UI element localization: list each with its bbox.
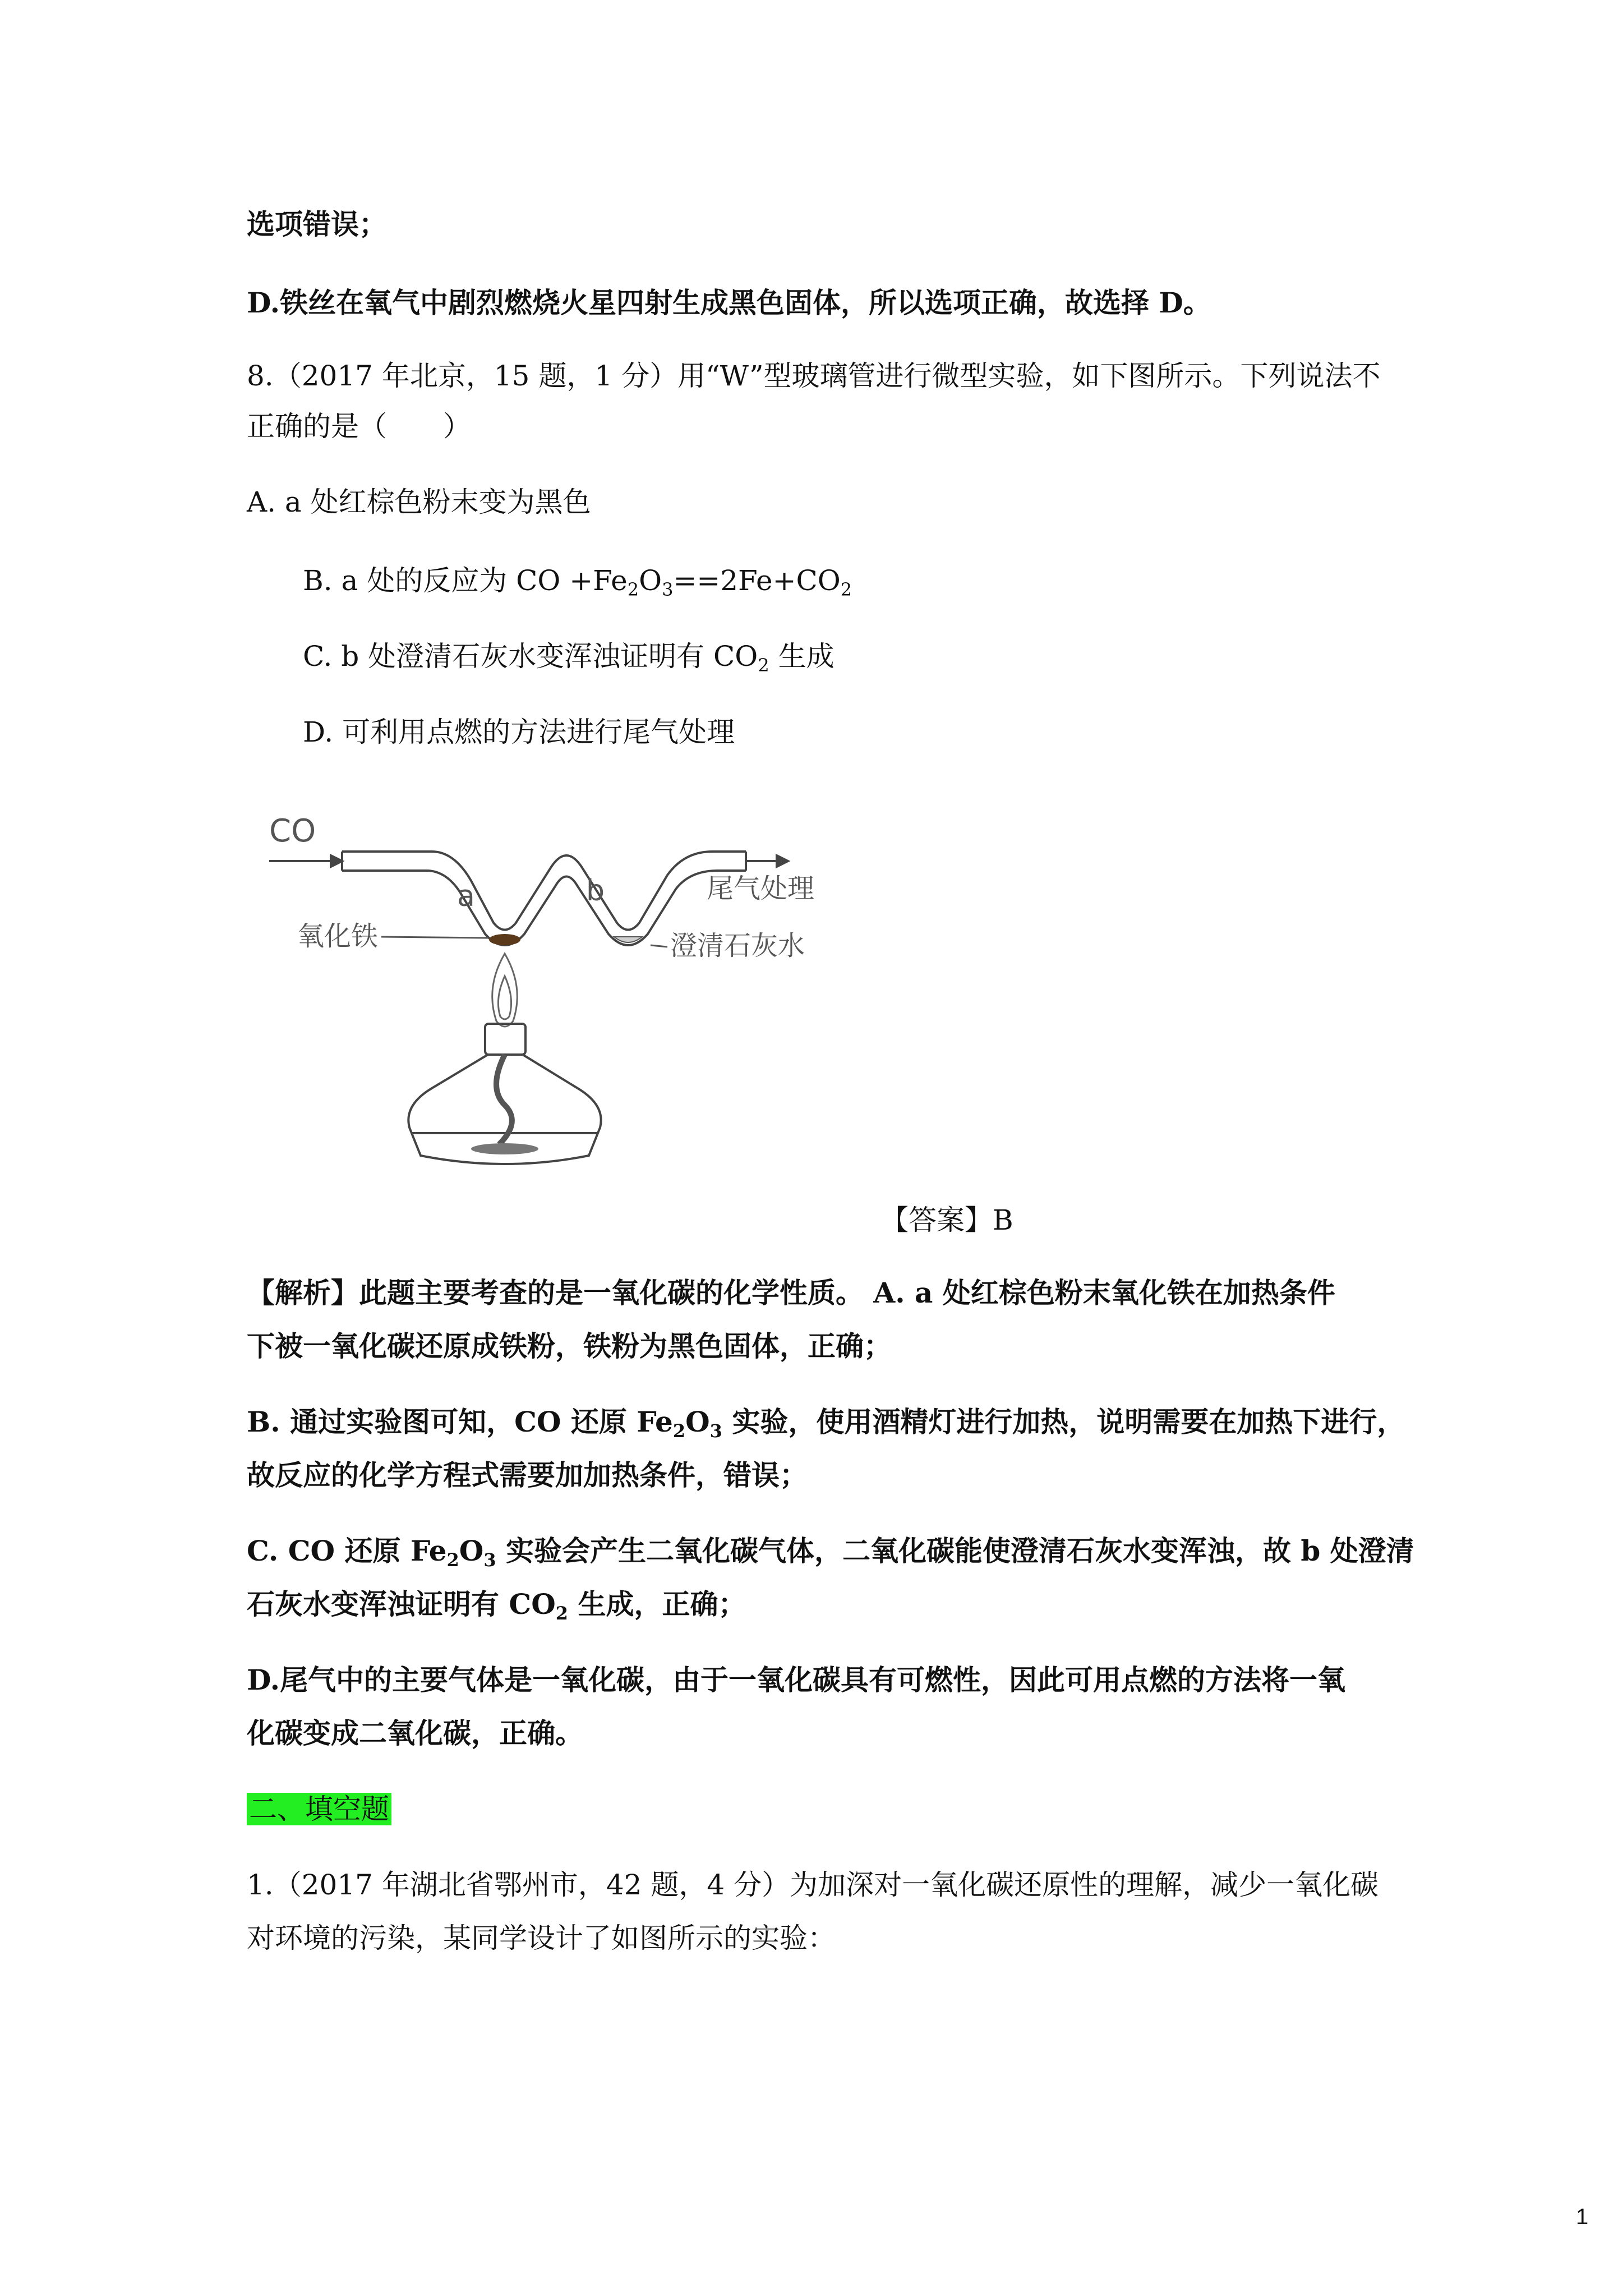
label-exhaust-treatment: 尾气处理: [707, 873, 815, 904]
question-1-line1: 1.（2017 年湖北省鄂州市，42 题，4 分）为加深对一氧化碳还原性的理解，减少一氧化碳: [247, 1869, 1379, 1901]
question-8-line1: 8.（2017 年北京，15 题，1 分）用“W”型玻璃管进行微型实验，如下图所示。下列说法不: [247, 360, 1381, 392]
label-iron-oxide: 氧化铁: [297, 921, 379, 952]
analysis-line2: 下被一氧化碳还原成铁粉，铁粉为黑色固体，正确；: [247, 1329, 892, 1363]
option-b: B. a 处的反应为 CO $+Fe_2O_3==2Fe+CO_2$: [303, 564, 852, 600]
analysis-b-line2: 故反应的化学方程式需要加加热条件，错误；: [247, 1458, 808, 1492]
analysis-c-line1: C. CO 还原 $Fe_2O_3$ 实验会产生二氧化碳气体，二氧化碳能使澄清石灰水变浑浊，故 b 处澄清: [247, 1534, 1414, 1571]
flame: [492, 954, 518, 1027]
iron-oxide-powder: [489, 934, 520, 945]
option-a: A. a 处红棕色粉末变为黑色: [247, 486, 591, 518]
page-number: 1: [1576, 2205, 1589, 2229]
analysis-b-line1: B. 通过实验图可知，CO 还原 $Fe_2O_3$ 实验，使用酒精灯进行加热，说明需要在加热下进行，: [247, 1405, 1405, 1442]
analysis-d-line2: 化碳变成二氧化碳，正确。: [247, 1717, 583, 1750]
line-option-error: 选项错误；: [247, 208, 387, 241]
line-d-conclusion: D.铁丝在氧气中剧烈燃烧火星四射生成黑色固体，所以选项正确，故选择 D。: [247, 286, 1211, 319]
analysis-line1: 【解析】此题主要考查的是一氧化碳的化学性质。 A. a 处红棕色粉末氧化铁在加热条件: [247, 1276, 1335, 1309]
option-c: C. b 处澄清石灰水变浑浊证明有 $CO_2$ 生成: [303, 640, 834, 676]
label-a: a: [457, 880, 475, 913]
label-b: b: [586, 874, 605, 908]
answer: 【答案】B: [880, 1204, 1013, 1236]
question-8-line2: 正确的是（ ）: [247, 410, 471, 443]
label-co: CO: [269, 813, 316, 849]
label-limewater: 澄清石灰水: [670, 930, 805, 961]
section-heading: 二、填空题: [247, 1789, 391, 1829]
analysis-c-line2: 石灰水变浑浊证明有 $CO_2$ 生成，正确；: [247, 1588, 746, 1624]
w-tube-apparatus-figure: [264, 808, 880, 1167]
question-1-line2: 对环境的污染，某同学设计了如图所示的实验：: [247, 1922, 836, 1954]
option-d: D. 可利用点燃的方法进行尾气处理: [303, 716, 735, 748]
analysis-d-line1: D.尾气中的主要气体是一氧化碳，由于一氧化碳具有可燃性，因此可用点燃的方法将一氧: [247, 1663, 1345, 1696]
alcohol-lamp: [408, 1024, 601, 1164]
